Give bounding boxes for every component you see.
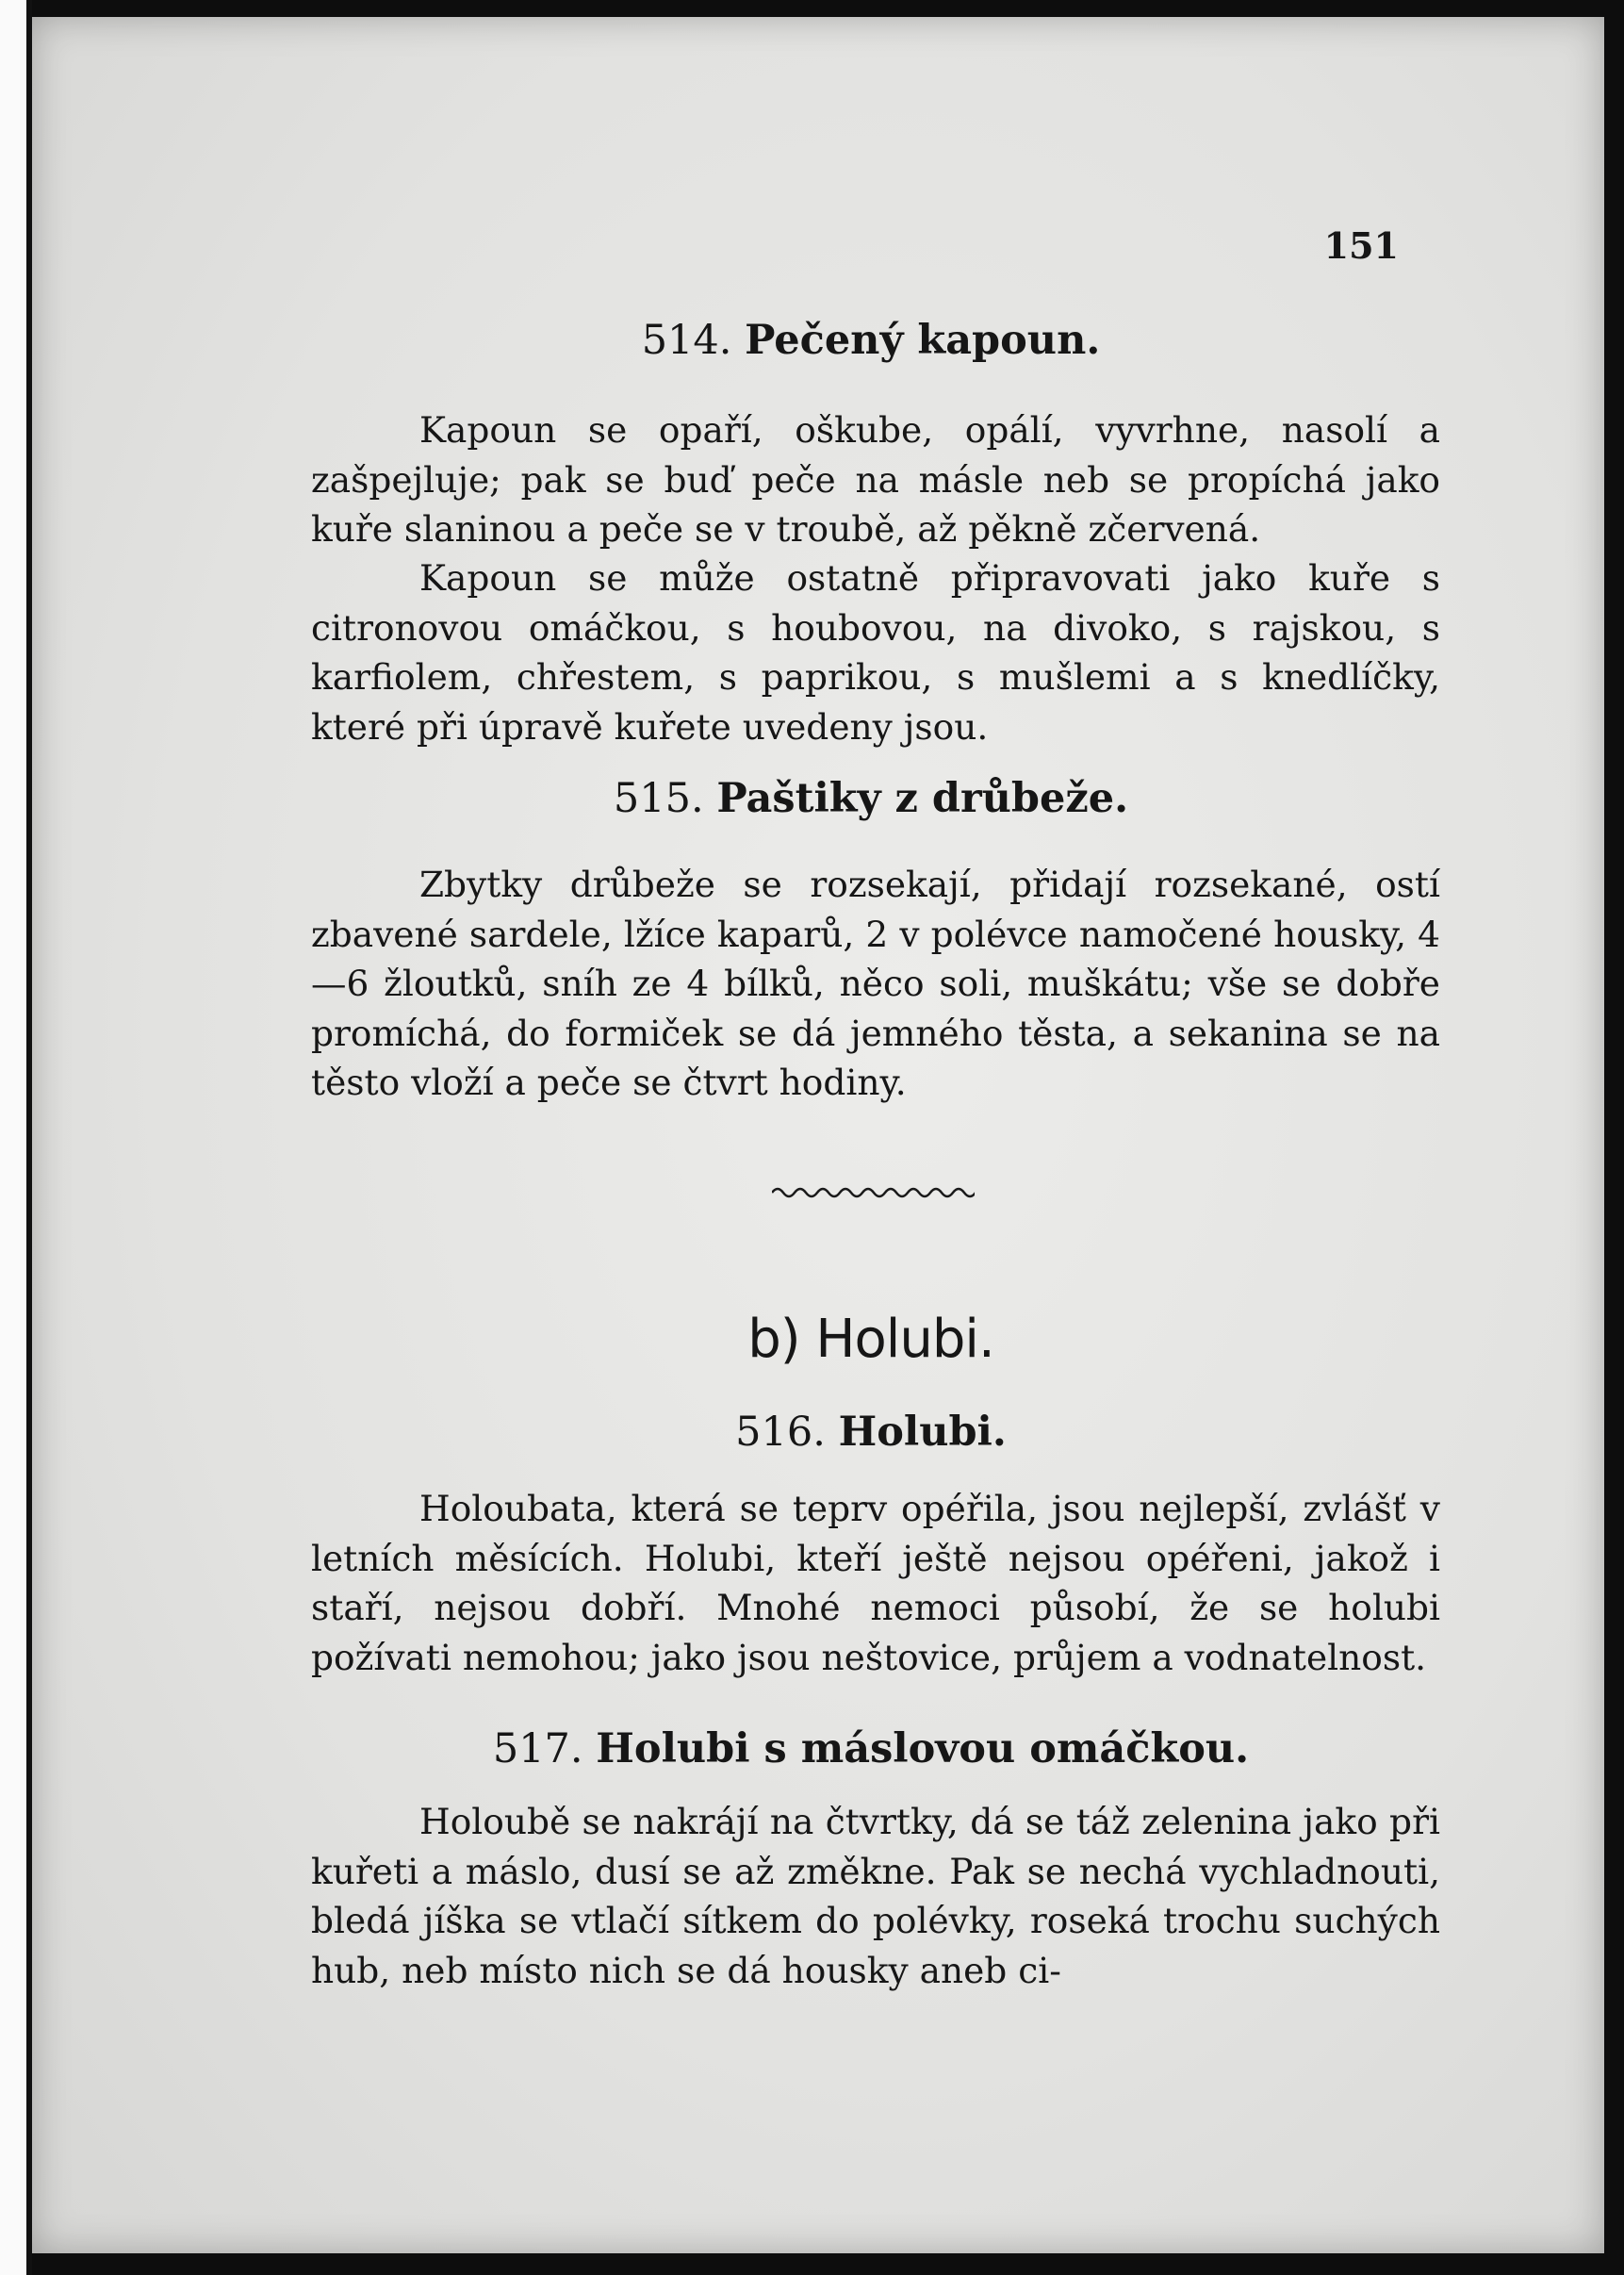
recipe-514-heading [277, 317, 1465, 364]
recipe-title: Paštiky z drůbeže. [716, 775, 1129, 822]
wavy-divider-ornament [772, 1184, 975, 1201]
recipe-number: 514. [641, 317, 732, 364]
recipe-517-paragraph-1: Holoubě se nakrájí na čtvrtky, dá se táž zelenina jako při kuřeti a máslo, dusí se až změkne. Pak se nechá vychladnouti, bledá jíška se vtlačí sítkem do polévky, roseká trochu suchých hub, neb místo nich se dá housky aneb ci- [311, 1801, 1440, 1991]
recipe-title: Pečený kapoun. [745, 317, 1101, 364]
recipe-number: 516. [735, 1409, 826, 1456]
recipe-514-paragraph-1: Kapoun se opaří, oškube, opálí, vyvrhne, nasolí a zašpejluje; pak se buď peče na másle neb se propíchá jako kuře slaninou a peče se v troubě, až pěkně zčervená. [311, 409, 1440, 550]
recipe-515-heading [277, 775, 1465, 822]
page-gutter [0, 0, 32, 2275]
recipe-516-heading [277, 1409, 1465, 1456]
recipe-title: Holubi s máslovou omáčkou. [596, 1725, 1250, 1772]
book-page [32, 17, 1604, 2253]
page-number: 151 [1323, 224, 1399, 267]
recipe-number: 517. [492, 1725, 583, 1772]
recipe-title: Holubi. [838, 1409, 1007, 1456]
recipe-514-paragraph-2: Kapoun se může ostatně připravovati jako kuře s citronovou omáčkou, s houbovou, na divoko, s rajskou, s karfiolem, chřestem, s paprikou, s mušlemi a s knedlíčky, které při úpravě kuřete uvedeny jsou. [311, 557, 1440, 748]
recipe-516-paragraph-1: Holoubata, která se teprv opéřila, jsou nejlepší, zvlášť v letních měsících. Holubi, kteří ještě nejsou opéřeni, jakož i staří, nejsou dobří. Mnohé nemoci působí, že se holubi požívati nemohou; jako jsou neštovice, průjem a vodnatelnost. [311, 1488, 1440, 1678]
recipe-number: 515. [613, 775, 704, 822]
section-title: b) Holubi. [747, 1309, 994, 1370]
recipe-515-paragraph-1: Zbytky drůbeže se rozsekají, přidají rozsekané, ostí zbavené sardele, lžíce kaparů, 2 v polévce namočené housky, 4—6 žloutků, sníh ze 4 bílků, něco soli, muškátu; vše se dobře promíchá, do formiček se dá jemného těsta, a sekanina se na těsto vloží a peče se čtvrt hodiny. [311, 864, 1440, 1103]
recipe-517-heading [277, 1725, 1465, 1772]
